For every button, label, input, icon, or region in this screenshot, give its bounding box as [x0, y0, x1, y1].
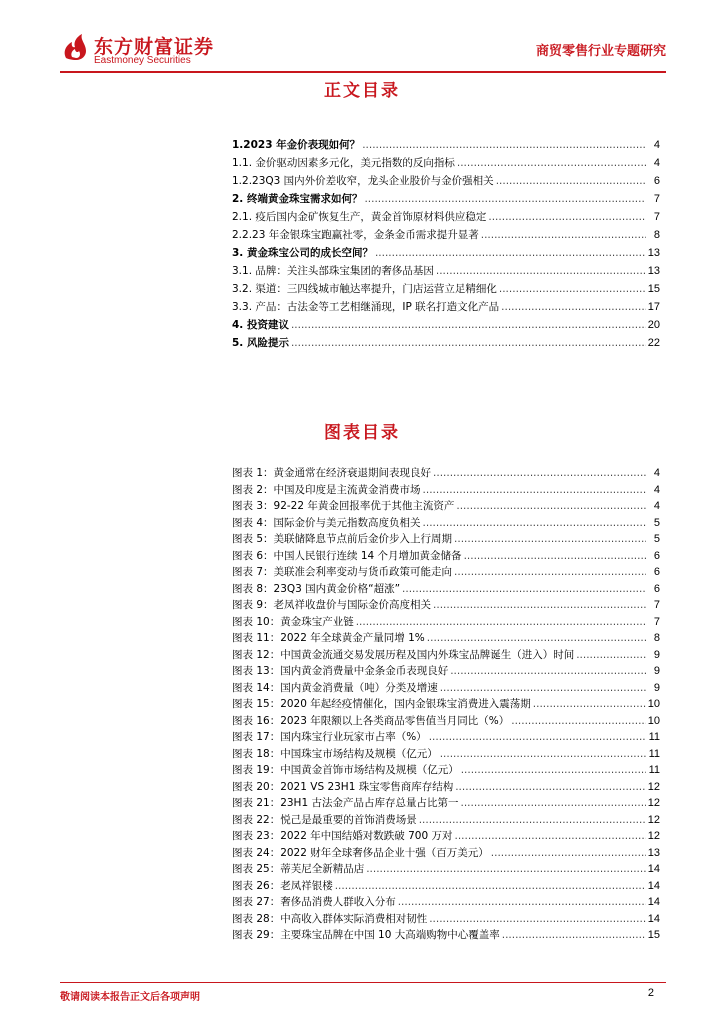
- header-divider: [60, 71, 666, 73]
- figure-entry[interactable]: [232, 779, 660, 796]
- entry-title: 4. 投资建议: [232, 319, 289, 331]
- entry-page-number: 12: [647, 830, 660, 842]
- dot-leader: [488, 208, 646, 226]
- entry-title: 图表 14：国内黄金消费量（吨）分类及增速: [232, 681, 438, 694]
- dot-leader: [533, 696, 646, 713]
- toc-entry[interactable]: [232, 262, 660, 280]
- figure-entry[interactable]: [232, 828, 660, 845]
- entry-title: 图表 16：2023 年限额以上各类商品零售值当月同比（%）: [232, 714, 510, 727]
- figure-entry[interactable]: [232, 911, 660, 928]
- dot-leader: [402, 581, 646, 598]
- toc-entry[interactable]: [232, 154, 660, 172]
- toc-entry[interactable]: [232, 334, 660, 352]
- dot-leader: [457, 154, 646, 172]
- page-number: 2: [647, 987, 654, 999]
- entry-page-number: 14: [647, 863, 660, 875]
- figure-entry[interactable]: [232, 680, 660, 697]
- figure-entry[interactable]: [232, 597, 660, 614]
- entry-page-number: 9: [653, 681, 660, 694]
- entry-page-number: 7: [653, 599, 660, 611]
- figure-entry[interactable]: [232, 729, 660, 746]
- entry-page-number: 9: [653, 665, 660, 677]
- figure-list-heading: 图表目录: [324, 423, 400, 443]
- entry-title: 图表 29：主要珠宝品牌在中国 10 大高端购物中心覆盖率: [232, 929, 500, 941]
- entry-page-number: 4: [653, 467, 660, 479]
- dot-leader: [576, 647, 646, 664]
- entry-page-number: 10: [647, 714, 660, 727]
- figure-entry[interactable]: [232, 845, 660, 862]
- entry-page-number: 7: [653, 193, 660, 205]
- entry-page-number: 11: [648, 731, 660, 743]
- table-of-contents: [232, 136, 660, 352]
- dot-leader: [291, 334, 646, 352]
- entry-page-number: 14: [647, 879, 660, 892]
- entry-title: 图表 15：2020 年起经疫情催化，国内金银珠宝消费进入震荡期: [232, 698, 531, 710]
- entry-title: 图表 13：国内黄金消费量中金条金币表现良好: [232, 665, 449, 677]
- toc-entry[interactable]: [232, 172, 660, 190]
- figure-entry[interactable]: [232, 713, 660, 730]
- dot-leader: [291, 316, 646, 334]
- figure-entry[interactable]: [232, 531, 660, 548]
- figure-list: [232, 465, 660, 944]
- entry-title: 图表 3：92-22 年黄金回报率优于其他主流资产: [232, 500, 455, 512]
- dot-leader: [496, 172, 646, 190]
- entry-page-number: 7: [653, 615, 660, 628]
- toc-entry[interactable]: [232, 316, 660, 334]
- entry-page-number: 5: [653, 516, 660, 529]
- entry-title: 图表 2：中国及印度是主流黄金消费市场: [232, 483, 421, 496]
- entry-page-number: 13: [647, 265, 660, 277]
- figure-entry[interactable]: [232, 927, 660, 944]
- entry-page-number: 6: [653, 582, 660, 595]
- toc-entry[interactable]: [232, 136, 660, 154]
- entry-page-number: 9: [653, 648, 660, 661]
- dot-leader: [423, 515, 646, 532]
- entry-title: 1.1. 金价驱动因素多元化，美元指数的反向指标: [232, 157, 455, 169]
- flame-logo-icon: [60, 32, 90, 62]
- figure-entry[interactable]: [232, 548, 660, 565]
- dot-leader: [429, 729, 646, 746]
- entry-page-number: 14: [647, 896, 660, 908]
- entry-page-number: 7: [653, 211, 660, 223]
- entry-title: 2. 终端黄金珠宝需求如何？: [232, 193, 363, 205]
- entry-title: 图表 10：黄金珠宝产业链: [232, 615, 354, 628]
- dot-leader: [455, 779, 646, 796]
- entry-title: 1.2.23Q3 国内外价差收窄，龙头企业股价与金价强相关: [232, 175, 494, 187]
- entry-page-number: 12: [647, 813, 660, 826]
- dot-leader: [456, 498, 646, 515]
- dot-leader: [491, 845, 646, 862]
- entry-title: 图表 1：黄金通常在经济衰退期间表现良好: [232, 467, 432, 479]
- entry-title: 1.2023 年金价表现如何？: [232, 139, 361, 151]
- entry-page-number: 6: [653, 549, 660, 562]
- figure-entry[interactable]: [232, 812, 660, 829]
- entry-page-number: 8: [653, 632, 660, 644]
- dot-leader: [364, 190, 646, 208]
- dot-leader: [450, 663, 646, 680]
- entry-title: 图表 6：中国人民银行连续 14 个月增加黄金储备: [232, 549, 462, 562]
- entry-page-number: 15: [647, 929, 660, 941]
- figure-entry[interactable]: [232, 465, 660, 482]
- figure-entry[interactable]: [232, 663, 660, 680]
- entry-page-number: 6: [653, 175, 660, 187]
- entry-page-number: 13: [647, 247, 660, 259]
- entry-title: 图表 4：国际金价与美元指数高度负相关: [232, 516, 421, 529]
- entry-page-number: 8: [653, 229, 660, 241]
- entry-page-number: 4: [653, 483, 660, 496]
- dot-leader: [433, 597, 646, 614]
- dot-leader: [502, 927, 646, 944]
- disclaimer-note: 敬请阅读本报告正文后各项声明: [60, 992, 200, 1003]
- dot-leader: [481, 226, 646, 244]
- entry-page-number: 20: [647, 319, 660, 331]
- entry-title: 图表 12：中国黄金流通交易发展历程及国内外珠宝品牌诞生（进入）时间: [232, 648, 575, 661]
- entry-page-number: 12: [647, 780, 660, 793]
- entry-title: 图表 25：蒂芙尼全新精品店: [232, 863, 365, 875]
- dot-leader: [464, 548, 646, 565]
- brand-name-en: Eastmoney Securities: [94, 55, 191, 66]
- entry-page-number: 12: [647, 797, 660, 809]
- entry-title: 图表 22：悦己是最重要的首饰消费场景: [232, 813, 417, 826]
- report-category: 商贸零售行业专题研究: [535, 44, 666, 59]
- dot-leader: [501, 298, 646, 316]
- entry-page-number: 11: [648, 764, 660, 776]
- entry-title: 图表 5：美联储降息节点前后金价步入上行周期: [232, 533, 453, 545]
- toc-entry[interactable]: [232, 298, 660, 316]
- entry-title: 图表 7：美联准会利率变动与货币政策可能走向: [232, 566, 453, 578]
- entry-title: 图表 17：国内珠宝行业玩家市占率（%）: [232, 731, 427, 743]
- dot-leader: [461, 762, 646, 779]
- dot-leader: [440, 746, 646, 763]
- entry-title: 图表 20：2021 VS 23H1 珠宝零售商库存结构: [232, 780, 454, 793]
- figure-entry[interactable]: [232, 861, 660, 878]
- dot-leader: [423, 482, 646, 499]
- dot-leader: [375, 244, 646, 262]
- figure-entry[interactable]: [232, 647, 660, 664]
- entry-page-number: 15: [647, 283, 660, 295]
- entry-title: 图表 11：2022 年全球黄金产量同增 1%: [232, 632, 425, 644]
- dot-leader: [440, 680, 646, 697]
- entry-title: 5. 风险提示: [232, 337, 289, 349]
- figure-entry[interactable]: [232, 696, 660, 713]
- brand-name-cn: 东方财富证券: [94, 36, 215, 58]
- dot-leader: [499, 280, 646, 298]
- entry-title: 3.3. 产品：古法金等工艺相继涌现，IP 联名打造文化产品: [232, 301, 500, 313]
- figure-entry[interactable]: [232, 894, 660, 911]
- dot-leader: [427, 630, 646, 647]
- figure-entry[interactable]: [232, 795, 660, 812]
- entry-page-number: 5: [653, 533, 660, 545]
- dot-leader: [454, 828, 645, 845]
- dot-leader: [366, 861, 646, 878]
- entry-title: 3.2. 渠道：三四线城市触达率提升，门店运营立足精细化: [232, 283, 497, 295]
- figure-entry[interactable]: [232, 581, 660, 598]
- toc-entry[interactable]: [232, 226, 660, 244]
- dot-leader: [335, 878, 646, 895]
- figure-entry[interactable]: [232, 746, 660, 763]
- entry-title: 图表 28：中高收入群体实际消费相对韧性: [232, 912, 428, 925]
- toc-entry[interactable]: [232, 280, 660, 298]
- figure-entry[interactable]: [232, 498, 660, 515]
- entry-page-number: 4: [653, 500, 660, 512]
- figure-entry[interactable]: [232, 630, 660, 647]
- eastmoney-logo: [60, 30, 215, 72]
- entry-title: 图表 24：2022 财年全球奢侈品企业十强（百万美元）: [232, 846, 489, 859]
- dot-leader: [460, 795, 645, 812]
- entry-title: 图表 19：中国黄金首饰市场结构及规模（亿元）: [232, 764, 459, 776]
- entry-title: 3. 黄金珠宝公司的成长空间？: [232, 247, 373, 259]
- entry-page-number: 14: [647, 912, 660, 925]
- entry-page-number: 11: [648, 747, 660, 760]
- entry-title: 2.2.23 年金银珠宝跑赢社零，金条金币需求提升显著: [232, 229, 479, 241]
- dot-leader: [433, 465, 646, 482]
- dot-leader: [429, 911, 646, 928]
- footer-divider: [60, 982, 666, 983]
- entry-title: 2.1. 疫后国内金矿恢复生产，黄金首饰原材料供应稳定: [232, 211, 487, 223]
- dot-leader: [454, 564, 646, 581]
- dot-leader: [398, 894, 646, 911]
- entry-page-number: 22: [647, 337, 660, 349]
- dot-leader: [454, 531, 646, 548]
- figure-entry[interactable]: [232, 515, 660, 532]
- figure-entry[interactable]: [232, 762, 660, 779]
- entry-title: 图表 21：23H1 古法金产品占库存总量占比第一: [232, 797, 459, 809]
- figure-entry[interactable]: [232, 614, 660, 631]
- entry-title: 3.1. 品牌：关注头部珠宝集团的奢侈品基因: [232, 265, 434, 277]
- entry-page-number: 17: [647, 301, 660, 313]
- figure-entry[interactable]: [232, 482, 660, 499]
- dot-leader: [436, 262, 646, 280]
- dot-leader: [511, 713, 646, 730]
- entry-page-number: 10: [647, 698, 660, 710]
- entry-title: 图表 18：中国珠宝市场结构及规模（亿元）: [232, 747, 438, 760]
- entry-title: 图表 27：奢侈品消费人群收入分布: [232, 896, 396, 908]
- page-header: [0, 0, 724, 76]
- entry-title: 图表 8：23Q3 国内黄金价格“超涨”: [232, 582, 401, 595]
- entry-title: 图表 23：2022 年中国结婚对数跌破 700 万对: [232, 830, 453, 842]
- toc-entry[interactable]: [232, 190, 660, 208]
- dot-leader: [419, 812, 646, 829]
- toc-heading: 正文目录: [324, 81, 400, 101]
- dot-leader: [362, 136, 646, 154]
- entry-page-number: 4: [653, 157, 660, 169]
- toc-entry[interactable]: [232, 208, 660, 226]
- entry-title: 图表 9：老凤祥收盘价与国际金价高度相关: [232, 599, 432, 611]
- entry-page-number: 4: [653, 139, 660, 151]
- entry-page-number: 6: [653, 566, 660, 578]
- toc-entry[interactable]: [232, 244, 660, 262]
- figure-entry[interactable]: [232, 564, 660, 581]
- entry-page-number: 13: [647, 846, 660, 859]
- dot-leader: [356, 614, 646, 631]
- entry-title: 图表 26：老凤祥银楼: [232, 879, 333, 892]
- figure-entry[interactable]: [232, 878, 660, 895]
